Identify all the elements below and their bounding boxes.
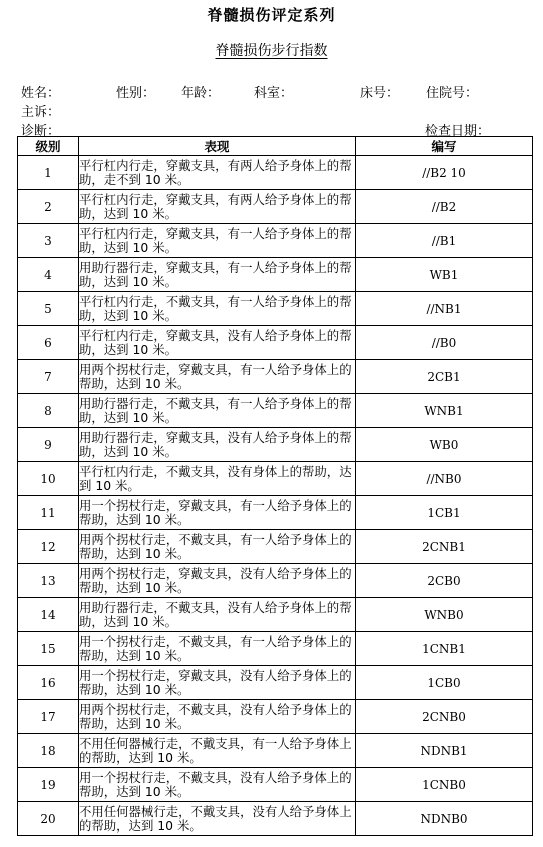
row-level-cell: 1 bbox=[18, 156, 79, 190]
row-description-cell: 用两个拐杖行走，不戴支具，有一人给予身体上的帮助，达到 10 米。 bbox=[79, 530, 356, 564]
table-row bbox=[18, 734, 533, 768]
row-level-cell: 6 bbox=[18, 326, 79, 360]
row-level-cell: 17 bbox=[18, 700, 79, 734]
table-header-row bbox=[18, 137, 533, 156]
row-code-cell: //B1 bbox=[356, 224, 533, 258]
row-level-cell: 10 bbox=[18, 462, 79, 496]
row-description-cell: 用助行器行走，穿戴支具，有一人给予身体上的帮助，达到 10 米。 bbox=[79, 258, 356, 292]
row-code-cell: 2CNB1 bbox=[356, 530, 533, 564]
row-level-cell: 18 bbox=[18, 734, 79, 768]
row-description-cell: 用助行器行走，不戴支具，没有人给予身体上的帮助，达到 10 米。 bbox=[79, 598, 356, 632]
row-level-cell: 7 bbox=[18, 360, 79, 394]
field-sex: 性别： bbox=[116, 86, 156, 101]
row-description-cell: 用一个拐杖行走，不戴支具，没有人给予身体上的帮助，达到 10 米。 bbox=[79, 768, 356, 802]
row-description-cell: 不用任何器械行走，不戴支具，有一人给予身体上的帮助，达到 10 米。 bbox=[79, 734, 356, 768]
document-title: 脊髓损伤评定系列 bbox=[207, 6, 336, 24]
table-body bbox=[18, 156, 533, 836]
row-description-cell: 平行杠内行走，不戴支具，没有身体上的帮助，达到 10 米。 bbox=[79, 462, 356, 496]
header-code: 编写 bbox=[356, 137, 533, 156]
field-bed-number: 床号： bbox=[360, 86, 400, 101]
row-code-cell: //NB0 bbox=[356, 462, 533, 496]
table-row bbox=[18, 428, 533, 462]
row-level-cell: 2 bbox=[18, 190, 79, 224]
row-code-cell: 1CNB0 bbox=[356, 768, 533, 802]
row-code-cell: WNB1 bbox=[356, 394, 533, 428]
row-level-cell: 8 bbox=[18, 394, 79, 428]
row-level-cell: 19 bbox=[18, 768, 79, 802]
table-row bbox=[18, 394, 533, 428]
document-subtitle: 脊髓损伤步行指数 bbox=[215, 43, 328, 59]
row-code-cell: 2CB1 bbox=[356, 360, 533, 394]
row-description-cell: 平行杠内行走，不戴支具，有一人给予身体上的帮助，达到 10 米。 bbox=[79, 292, 356, 326]
row-description-cell: 用助行器行走，穿戴支具，没有人给予身体上的帮助，达到 10 米。 bbox=[79, 428, 356, 462]
table-row bbox=[18, 666, 533, 700]
field-admission-number: 住院号： bbox=[426, 86, 479, 101]
table-row bbox=[18, 292, 533, 326]
row-description-cell: 用两个拐杖行走，穿戴支具，没有人给予身体上的帮助，达到 10 米。 bbox=[79, 564, 356, 598]
row-level-cell: 12 bbox=[18, 530, 79, 564]
row-code-cell: //B2 10 bbox=[356, 156, 533, 190]
row-description-cell: 用一个拐杖行走，穿戴支具，有一人给予身体上的帮助，达到 10 米。 bbox=[79, 496, 356, 530]
row-description-cell: 用一个拐杖行走，穿戴支具，没有人给予身体上的帮助，达到 10 米。 bbox=[79, 666, 356, 700]
row-description-cell: 平行杠内行走，穿戴支具，有两人给予身体上的帮助，达到 10 米。 bbox=[79, 190, 356, 224]
row-code-cell: 2CNB0 bbox=[356, 700, 533, 734]
table-row bbox=[18, 802, 533, 836]
table-row bbox=[18, 768, 533, 802]
row-code-cell: 1CB0 bbox=[356, 666, 533, 700]
row-description-cell: 用助行器行走，不戴支具，有一人给予身体上的帮助，达到 10 米。 bbox=[79, 394, 356, 428]
row-code-cell: //NB1 bbox=[356, 292, 533, 326]
row-level-cell: 14 bbox=[18, 598, 79, 632]
row-code-cell: WB0 bbox=[356, 428, 533, 462]
field-diagnosis: 诊断： bbox=[21, 124, 61, 139]
row-code-cell: //B2 bbox=[356, 190, 533, 224]
row-code-cell: 1CNB1 bbox=[356, 632, 533, 666]
table-row bbox=[18, 530, 533, 564]
field-department: 科室： bbox=[254, 86, 294, 101]
table-row bbox=[18, 224, 533, 258]
row-level-cell: 5 bbox=[18, 292, 79, 326]
row-level-cell: 20 bbox=[18, 802, 79, 836]
table-row bbox=[18, 258, 533, 292]
table-row bbox=[18, 564, 533, 598]
row-code-cell: NDNB0 bbox=[356, 802, 533, 836]
row-level-cell: 11 bbox=[18, 496, 79, 530]
field-name: 姓名： bbox=[21, 86, 61, 101]
row-description-cell: 不用任何器械行走，不戴支具，没有人给予身体上的帮助，达到 10 米。 bbox=[79, 802, 356, 836]
row-level-cell: 3 bbox=[18, 224, 79, 258]
row-description-cell: 平行杠内行走，穿戴支具，有两人给予身体上的帮助，走不到 10 米。 bbox=[79, 156, 356, 190]
table-row bbox=[18, 326, 533, 360]
header-description: 表现 bbox=[79, 137, 356, 156]
row-level-cell: 16 bbox=[18, 666, 79, 700]
row-code-cell: //B0 bbox=[356, 326, 533, 360]
row-description-cell: 用两个拐杖行走，不戴支具，没有人给予身体上的帮助，达到 10 米。 bbox=[79, 700, 356, 734]
table-row bbox=[18, 360, 533, 394]
row-code-cell: WB1 bbox=[356, 258, 533, 292]
field-chief-complaint: 主诉： bbox=[21, 105, 61, 120]
walking-index-table bbox=[17, 136, 533, 836]
field-exam-date: 检查日期： bbox=[425, 124, 491, 139]
field-age: 年龄： bbox=[181, 86, 221, 101]
row-description-cell: 用一个拐杖行走，不戴支具，有一人给予身体上的帮助，达到 10 米。 bbox=[79, 632, 356, 666]
table-row bbox=[18, 190, 533, 224]
row-description-cell: 平行杠内行走，穿戴支具，有一人给予身体上的帮助，达到 10 米。 bbox=[79, 224, 356, 258]
table-row bbox=[18, 462, 533, 496]
table-row bbox=[18, 496, 533, 530]
table-row bbox=[18, 156, 533, 190]
row-code-cell: 1CB1 bbox=[356, 496, 533, 530]
row-level-cell: 15 bbox=[18, 632, 79, 666]
row-description-cell: 平行杠内行走，穿戴支具，没有人给予身体上的帮助，达到 10 米。 bbox=[79, 326, 356, 360]
table-row bbox=[18, 700, 533, 734]
row-code-cell: 2CB0 bbox=[356, 564, 533, 598]
table-row bbox=[18, 632, 533, 666]
header-level: 级别 bbox=[18, 137, 79, 156]
table-row bbox=[18, 598, 533, 632]
row-code-cell: NDNB1 bbox=[356, 734, 533, 768]
row-description-cell: 用两个拐杖行走，穿戴支具，有一人给予身体上的帮助，达到 10 米。 bbox=[79, 360, 356, 394]
row-level-cell: 13 bbox=[18, 564, 79, 598]
row-level-cell: 4 bbox=[18, 258, 79, 292]
row-level-cell: 9 bbox=[18, 428, 79, 462]
row-code-cell: WNB0 bbox=[356, 598, 533, 632]
